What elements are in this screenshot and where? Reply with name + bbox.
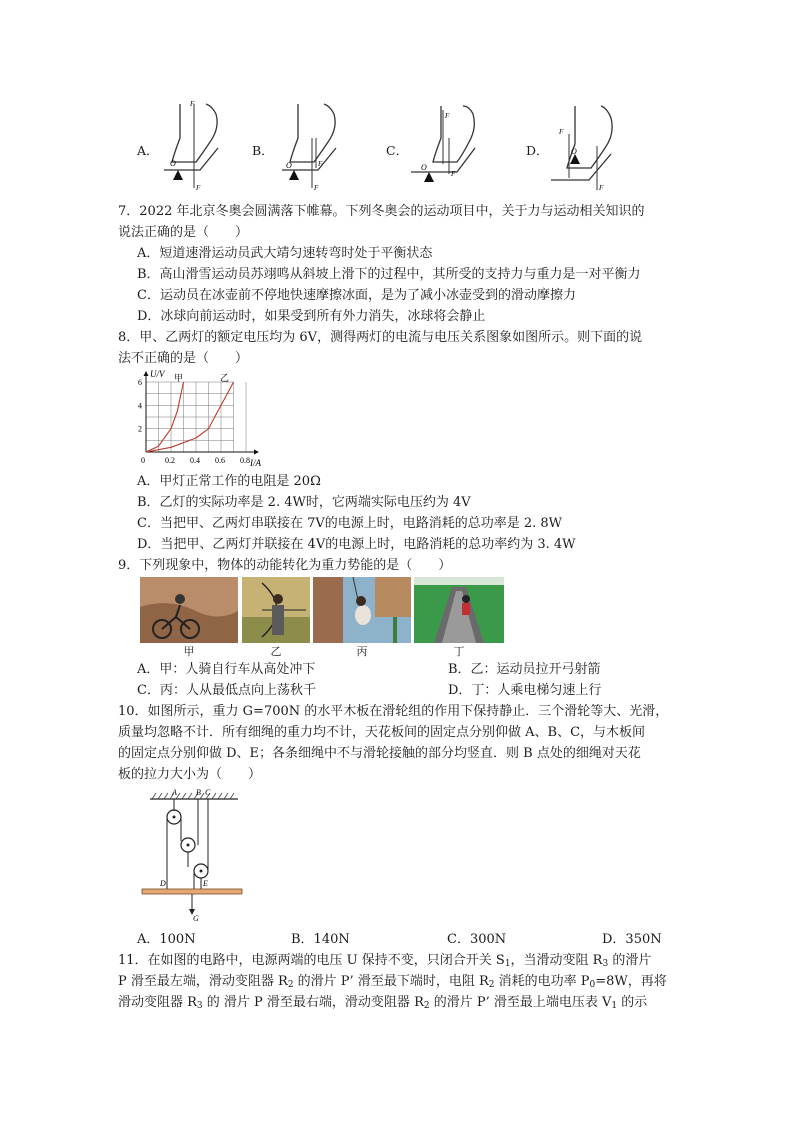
q7-option-c: C．运动员在冰壶前不停地快速摩擦冰面，是为了减小冰壶受到的滑动摩擦力	[137, 288, 576, 303]
q6-d-f1-label: F	[599, 184, 604, 192]
q6-d-o-label: O	[571, 147, 577, 156]
y-tick-label: 6	[138, 378, 142, 387]
q10-option-b: B．140N	[291, 932, 350, 947]
q6-b-f1-label: F	[318, 160, 323, 168]
q11-line3-sub-r: 3	[196, 1001, 203, 1011]
q10-point-b: B	[196, 788, 201, 797]
q8-iu-chart	[128, 368, 278, 472]
q7-stem-line2: 说法正确的是（ ）	[118, 225, 249, 240]
q6-option-a-label: A．	[137, 143, 159, 158]
q9-option-d: D．丁：人乘电梯匀速上行	[448, 683, 602, 698]
q6-figure-a	[150, 98, 240, 194]
x-tick-label: 0	[141, 456, 145, 465]
q11-line2-text-b: 的滑片 P’ 滑至最下端时，电阻 R	[293, 974, 489, 989]
chart-axes	[144, 371, 260, 455]
q7-option-d: D．冰球向前运动时，如果受到所有外力消失，冰球将会静止	[137, 309, 486, 324]
q11-line3-sub-r2: 2	[423, 1001, 430, 1011]
q11-line2-text-d: =8W，再将	[595, 974, 667, 989]
q9-stem: 9．下列现象中，物体的动能转化为重力势能的是（ ）	[118, 558, 452, 573]
q11-line1-text-a: 11．在如图的电路中，电源两端的电压 U 保持不变，只闭合开关 S	[118, 953, 505, 968]
q10-weight-g: G	[193, 914, 199, 923]
q11-line2-text-a: P 滑至最左端，滑动变阻器 R	[118, 974, 288, 989]
q11-line1-text-c: 的滑片	[608, 953, 652, 968]
q7-stem-line1: 7．2022 年北京冬奥会圆满落下帷幕。下列冬奥会的运动项目中，关于力与运动相关知识的	[118, 204, 645, 219]
chart-grid	[146, 382, 246, 452]
y-axis-arrow	[144, 371, 149, 376]
q9-photo-cyclist	[140, 577, 238, 643]
q6-d-f2-label: F	[559, 128, 564, 136]
q7-option-b: B．高山滑雪运动员苏翊鸣从斜坡上滑下的过程中，其所受的支持力与重力是一对平衡力	[137, 267, 641, 282]
q6-c-f1-label: F	[451, 170, 456, 178]
q11-line3-text-a: 滑动变阻器 R	[118, 995, 197, 1010]
q11-line2-sub-p: 0	[589, 980, 596, 990]
q6-option-b-label: B．	[252, 143, 274, 158]
q9-option-b: B．乙：运动员拉开弓射箭	[448, 662, 601, 677]
q6-option-d-label: D．	[526, 143, 549, 158]
q10-point-e: E	[203, 879, 208, 888]
q10-point-a: A	[172, 788, 177, 797]
x-tick-label: 0.8	[240, 456, 250, 465]
q11-line3-text-b: 的 滑片 P 滑至最右端，滑动变阻器 R	[202, 995, 424, 1010]
x-axis-arrow	[254, 450, 259, 455]
q6-a-f2-label: F	[196, 184, 201, 192]
chart-x-axis-label: I/A	[250, 458, 261, 468]
q6-figure-d	[545, 98, 635, 194]
chart-y-axis-label: U/V	[150, 369, 165, 379]
q6-option-c-label: C．	[386, 143, 409, 158]
q6-b-f3-label: F	[314, 184, 319, 192]
q10-line4: 板的拉力大小为（ ）	[118, 767, 262, 782]
q11-line3-text-d: 的示	[617, 995, 648, 1010]
q10-point-d: D	[160, 879, 166, 888]
q11-line1-text-b: ，当滑动变阻 R	[510, 953, 603, 968]
q6-c-o-label: O	[421, 163, 427, 172]
q11-line2-sub-r2: 2	[488, 980, 495, 990]
x-tick-label: 0.4	[190, 456, 200, 465]
q9-photo-swing	[313, 577, 411, 643]
q6-c-f2-label: F	[445, 112, 450, 120]
q9-caption-bing: 丙	[356, 645, 368, 658]
q11-line1-sub-r: 3	[602, 959, 609, 969]
q6-figure-b	[268, 98, 358, 194]
q8-option-c: C．当把甲、乙两灯串联接在 7V的电源上时，电路消耗的总功率是 2. 8W	[137, 516, 563, 531]
chart-series-yi-label: 乙	[220, 373, 230, 383]
q6-b-o-label: O	[286, 161, 292, 170]
q9-photo-escalator	[414, 577, 504, 643]
q10-pulley-figure	[138, 785, 258, 925]
q10-option-d: D．350N	[602, 932, 662, 947]
q8-option-b: B．乙灯的实际功率是 2. 4W时，它两端实际电压约为 4V	[137, 495, 471, 510]
q10-line3: 的固定点分别仰做 D、E；各条细绳中不与滑轮接触的部分均竖直．则 B 点处的细绳对天花	[118, 746, 641, 761]
x-tick-label: 0.6	[215, 456, 225, 465]
q11-line3-sub-v: 1	[611, 1001, 618, 1011]
q6-a-f-label: F	[190, 100, 195, 108]
q8-option-a: A．甲灯正常工作的电阻是 20Ω	[137, 474, 321, 489]
q8-stem-line2: 法不正确的是（ ）	[118, 351, 249, 366]
chart-series-jia-label: 甲	[174, 373, 184, 383]
q11-line2-text-c: 消耗的电功率 P	[494, 974, 590, 989]
q9-option-a: A．甲：人骑自行车从高处冲下	[137, 662, 316, 677]
q10-option-a: A．100N	[137, 932, 196, 947]
x-tick-label: 0.2	[165, 456, 175, 465]
q9-caption-yi: 乙	[270, 645, 282, 658]
q8-stem-line1: 8．甲、乙两灯的额定电压均为 6V，测得两灯的电流与电压关系图象如图所示。则下面的说	[118, 330, 643, 345]
q9-option-c: C．丙：人从最低点向上荡秋千	[137, 683, 316, 698]
q9-photo-archer	[242, 577, 310, 643]
q11-line3	[118, 992, 738, 1017]
q8-option-d: D．当把甲、乙两灯并联接在 4V的电源上时，电路消耗的总功率约为 3. 4W	[137, 537, 576, 552]
q7-option-a: A．短道速滑运动员武大靖匀速转弯时处于平衡状态	[137, 246, 433, 261]
y-tick-label: 2	[138, 424, 142, 434]
q10-line2: 质量均忽略不计．所有细绳的重力均不计，天花板间的固定点分别仰做 A、B、C，与木板间	[118, 725, 646, 740]
q10-line1: 10．如图所示，重力 G=700N 的水平木板在滑轮组的作用下保持静止．三个滑轮等大、光滑，	[118, 704, 669, 719]
q11-line2-sub-r: 2	[287, 980, 294, 990]
q9-caption-ding: 丁	[453, 645, 465, 658]
q10-point-c: C	[205, 788, 211, 797]
q11-line1-sub-s: 1	[504, 959, 511, 969]
q6-a-o-label: O	[170, 159, 176, 168]
q9-caption-jia: 甲	[183, 645, 195, 658]
y-tick-label: 4	[138, 401, 142, 411]
q10-option-c: C．300N	[447, 932, 507, 947]
q6-figure-c	[405, 98, 495, 194]
q11-line3-text-c: 的滑片 P’ 滑至最上端电压表 V	[429, 995, 612, 1010]
